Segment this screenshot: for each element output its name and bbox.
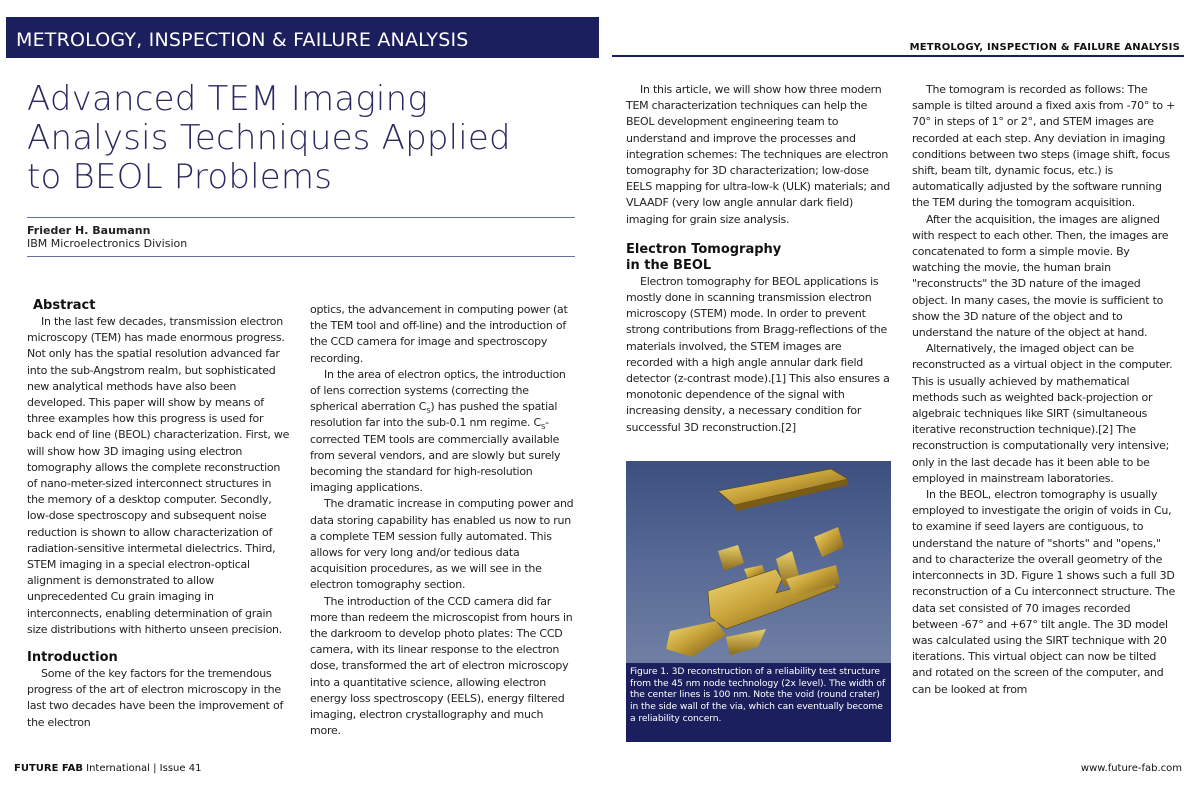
author-affiliation: IBM Microelectronics Division [27, 237, 188, 250]
col4-paragraph-3: Alternatively, the imaged object can be reconstructed as a virtual object in the computer. This is usually achieved by mathematical methods such as weighted back-projection or algebraic techniques like SIRT (simultaneous iterative reconstruction technique).[2] The reconstruction is computationally very intensive; only in the last decade has it been able to be employed in mainstream laboratories. [912, 342, 1173, 485]
article-title [27, 80, 587, 197]
header-rule [612, 55, 1184, 57]
column-3 [626, 82, 891, 436]
cu-interconnect-3d-render [626, 461, 891, 663]
column-2 [310, 302, 575, 739]
author-name: Frieder H. Baumann [27, 224, 151, 237]
title-rule [27, 217, 575, 218]
col2-paragraph-4: The introduction of the CCD camera did far more than redeem the microscopist from hours in the darkroom to develop photo plates: The CCD camera, with its linear response to the electron dose, transformed the art of electron microscopy into a quantitative science, allowing electron energy loss spectroscopy (EELS), energy filtered imaging, electron crystallography and much more. [310, 594, 573, 738]
author-rule [27, 256, 575, 257]
electron-tomography-heading: Electron Tomography in the BEOL [626, 241, 782, 273]
col3-paragraph-1: In this article, we will show how three modern TEM characterization techniques can help the BEOL development engineering team to understand and improve the processes and integration schemes: The techniques are electron tomography for 3D characterization; low-dose EELS mapping for ultra-low-k (ULK) materials; and VLAADF (very low angle annular dark field) imaging for grain size analysis. [626, 83, 891, 226]
section-header-bar [6, 17, 599, 58]
col2-paragraph-2: In the area of electron optics, the introduction of lens correction systems (correcting the spherical aberration $C_S$) has pushed the spatial resolution far into the sub-0.1 nm regime. $C_S$-corrected TEM tools are commercially available from several vendors, and are slowly but surely becoming the standard for high-resolution imaging applications. [310, 367, 566, 495]
col4-paragraph-4: In the BEOL, electron tomography is usually employed to investigate the origin of voids in Cu, to examine if seed layers are contiguous, to understand the nature of "shorts" and "opens," and to characterize the overall geometry of the interconnects in 3D. Figure 1 shows such a full 3D reconstruction of a Cu interconnect structure. The data set consisted of 70 images recorded between -67° and +67° tilt angle. The 3D model was calculated using the SIRT technique with 20 iterations. This virtual object can now be tilted and rotated on the screen of the computer, and can be looked at from [912, 488, 1176, 696]
title-line-1: Advanced TEM Imaging [27, 79, 428, 119]
section-header-left: METROLOGY, INSPECTION & FAILURE ANALYSIS [16, 29, 469, 51]
title-line-3: to BEOL Problems [27, 157, 333, 197]
introduction-heading: Introduction [27, 650, 118, 666]
footer-issue: International | Issue 41 [82, 763, 202, 774]
col2-paragraph-1: optics, the advancement in computing power (at the TEM tool and off-line) and the introduction of the CCD camera for image and spectroscopy recording. [310, 303, 568, 365]
footer-url[interactable]: www.future-fab.com [1080, 763, 1182, 774]
col4-paragraph-2: After the acquisition, the images are aligned with respect to each other. Then, the images are concatenated to form a simple movie. By watching the movie, the human brain "reconstructs" the 3D nature of the imaged object. In many cases, the movie is sufficient to show the 3D nature of the object and to understand the nature of the object at hand. [912, 212, 1169, 340]
column-4 [912, 82, 1176, 698]
col3-paragraph-2: Electron tomography for BEOL applications is mostly done in scanning transmission electron microscopy (STEM) mode. In order to prevent strong contributions from Bragg-reflections of the materials involved, the STEM images are recorded with a high angle annular dark field detector (z-contrast mode).[1] This also ensures a monotonic dependence of the signal with increasing density, a necessary condition for successful 3D reconstruction.[2] [626, 274, 890, 434]
abstract-text: In the last few decades, transmission electron microscopy (TEM) has made enormous progress. Not only has the spatial resolution advanced far into the sub-Angstrom realm, but sophisticated new analytical methods have also been developed. This paper will show by means of three examples how this progress is used for back end of line (BEOL) characterization. First, we will show how 3D imaging using electron tomography allows the complete reconstruction of nano-meter-sized interconnect structures in the memory of a desktop computer. Secondly, low-dose spectroscopy and subsequent noise reduction is shown to allow characterization of radiation-sensitive intermetal dielectrics. Third, STEM imaging in a special electron-optical alignment is demonstrated to allow unprecedented Cu grain imaging in interconnects, enabling determination of grain size distributions with hitherto unseen precision. [27, 315, 290, 636]
introduction-paragraph-1: Some of the key factors for the tremendous progress of the art of electron microscopy in the last two decades have been the improvement of the electron [27, 667, 284, 729]
figure-1-caption: Figure 1. 3D reconstruction of a reliability test structure from the 45 nm node technology (2x level). The width of the center lines is 100 nm. Note the void (round crater) in the side wall of the via, which can eventually become a reliability concern. [626, 663, 891, 742]
abstract-heading: Abstract [33, 298, 96, 313]
section-header-right: METROLOGY, INSPECTION & FAILURE ANALYSIS [909, 42, 1180, 53]
title-line-2: Analysis Techniques Applied [27, 118, 511, 158]
col2-paragraph-3: The dramatic increase in computing power and data storing capability has enabled us now to run a complete TEM session fully automated. This allows for very long and/or tedious data acquisition procedures, as we will see in the electron tomography section. [310, 497, 574, 592]
column-1 [27, 298, 291, 731]
footer-brand: FUTURE FAB [14, 763, 83, 774]
col4-paragraph-1: The tomogram is recorded as follows: The sample is tilted around a fixed axis from -70° to + 70° in steps of 1° or 2°, and STEM images are recorded at each step. Any deviation in imaging conditions between two steps (image shift, focus shift, beam tilt, dynamic focus, etc.) is automatically adjusted by the software running the TEM during the tomogram acquisition. [912, 83, 1176, 210]
footer-publication [14, 763, 201, 774]
